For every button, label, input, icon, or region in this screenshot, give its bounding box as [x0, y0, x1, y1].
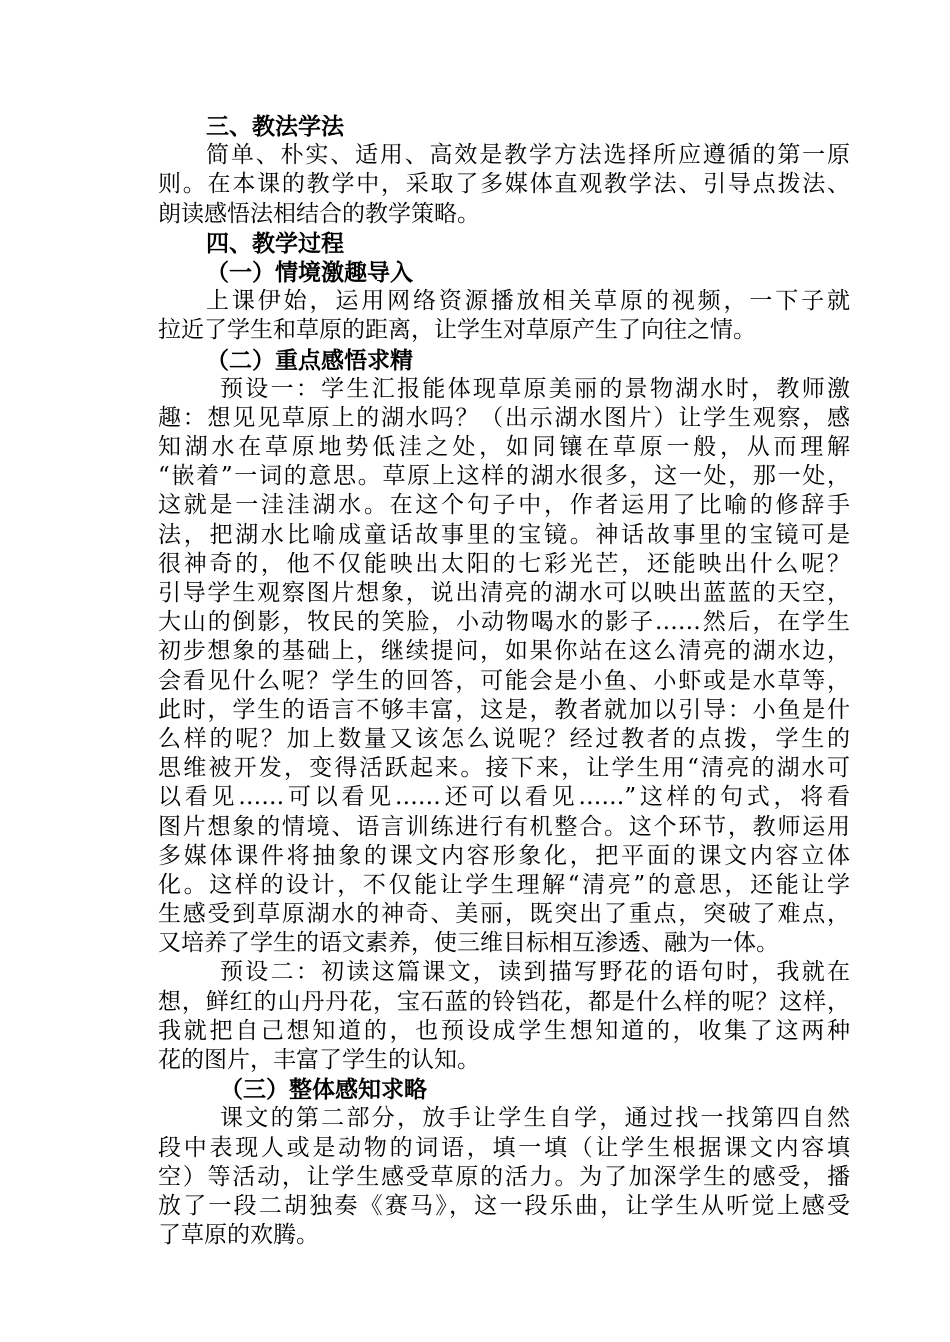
paragraph-line: 我就把自己想知道的，也预设成学生想知道的，收集了这两种 [158, 1017, 850, 1044]
paragraph-line: 朗读感悟法相结合的教学策略。 [158, 200, 480, 227]
paragraph-line: 拉近了学生和草原的距离，让学生对草原产生了向往之情。 [158, 317, 756, 344]
paragraph-line: 了草原的欢腾。 [158, 1222, 319, 1249]
paragraph-line: 空）等活动，让学生感受草原的活力。为了加深学生的感受，播 [158, 1163, 850, 1190]
paragraph-line: 又培养了学生的语文素养，使三维目标相互渗透、融为一体。 [158, 930, 779, 957]
paragraph-line: 简单、朴实、适用、高效是教学方法选择所应遵循的第一原 [206, 142, 850, 169]
paragraph-line: “嵌着”一词的意思。草原上这样的湖水很多，这一处，那一处， [158, 463, 850, 490]
paragraph-line: 课文的第二部分，放手让学生自学，通过找一找第四自然 [220, 1105, 850, 1132]
paragraph-line: 生感受到草原湖水的神奇、美丽，既突出了重点，突破了难点， [158, 901, 850, 928]
document-page [158, 112, 850, 1250]
paragraph-line: 图片想象的情境、语言训练进行有机整合。这个环节，教师运用 [158, 813, 850, 840]
subsection-heading-focus: （二）重点感悟求精 [206, 346, 413, 374]
paragraph-line: 会看见什么呢？学生的回答，可能会是小鱼、小虾或是水草等， [158, 667, 850, 694]
paragraph-line: 段中表现人或是动物的词语，填一填（让学生根据课文内容填 [158, 1134, 850, 1161]
paragraph-line: 花的图片，丰富了学生的认知。 [158, 1047, 480, 1073]
paragraph-line: 初步想象的基础上，继续提问，如果你站在这么清亮的湖水边， [158, 638, 850, 665]
paragraph-line: 上课伊始，运用网络资源播放相关草原的视频，一下子就 [206, 288, 850, 315]
paragraph-line: 知湖水在草原地势低洼之处，如同镶在草原一般，从而理解 [158, 434, 850, 461]
section-heading-methods: 三、教法学法 [206, 113, 344, 140]
paragraph-line: 引导学生观察图片想象，说出清亮的湖水可以映出蓝蓝的天空， [158, 580, 850, 606]
subsection-heading-intro: （一）情境激趣导入 [206, 258, 413, 286]
section-heading-process: 四、教学过程 [206, 229, 344, 257]
paragraph-line: 预设二：初读这篇课文，读到描写野花的语句时，我就在 [220, 959, 850, 986]
paragraph-line: 预设一：学生汇报能体现草原美丽的景物湖水时，教师激 [220, 375, 850, 402]
paragraph-line: 以看见……可以看见……还可以看见……”这样的句式，将看 [158, 784, 850, 811]
paragraph-line: 想，鲜红的山丹丹花，宝石蓝的铃铛花，都是什么样的呢？这样， [158, 988, 850, 1015]
paragraph-line: 法，把湖水比喻成童话故事里的宝镜。神话故事里的宝镜可是 [158, 521, 850, 548]
paragraph-line: 多媒体课件将抽象的课文内容形象化，把平面的课文内容立体 [158, 842, 850, 869]
paragraph-line: 趣：想见见草原上的湖水吗？（出示湖水图片）让学生观察，感 [158, 404, 850, 431]
subsection-heading-overview: （三）整体感知求略 [220, 1076, 427, 1104]
paragraph-line: 放了一段二胡独奏《赛马》，这一段乐曲，让学生从听觉上感受 [158, 1192, 850, 1219]
paragraph-line: 化。这样的设计，不仅能让学生理解“清亮”的意思，还能让学 [158, 871, 850, 898]
paragraph-line: 则。在本课的教学中，采取了多媒体直观教学法、引导点拨法、 [158, 171, 850, 198]
paragraph-line: 么样的呢？加上数量又该怎么说呢？经过教者的点拨，学生的 [158, 725, 850, 752]
paragraph-line: 很神奇的，他不仅能映出太阳的七彩光芒，还能映出什么呢？ [158, 550, 850, 577]
paragraph-line: 这就是一洼洼湖水。在这个句子中，作者运用了比喻的修辞手 [158, 492, 850, 519]
paragraph-line: 大山的倒影，牧民的笑脸，小动物喝水的影子……然后，在学生 [158, 609, 850, 636]
paragraph-line: 此时，学生的语言不够丰富，这是，教者就加以引导：小鱼是什 [158, 696, 850, 723]
paragraph-line: 思维被开发，变得活跃起来。接下来，让学生用“清亮的湖水可 [158, 755, 850, 782]
